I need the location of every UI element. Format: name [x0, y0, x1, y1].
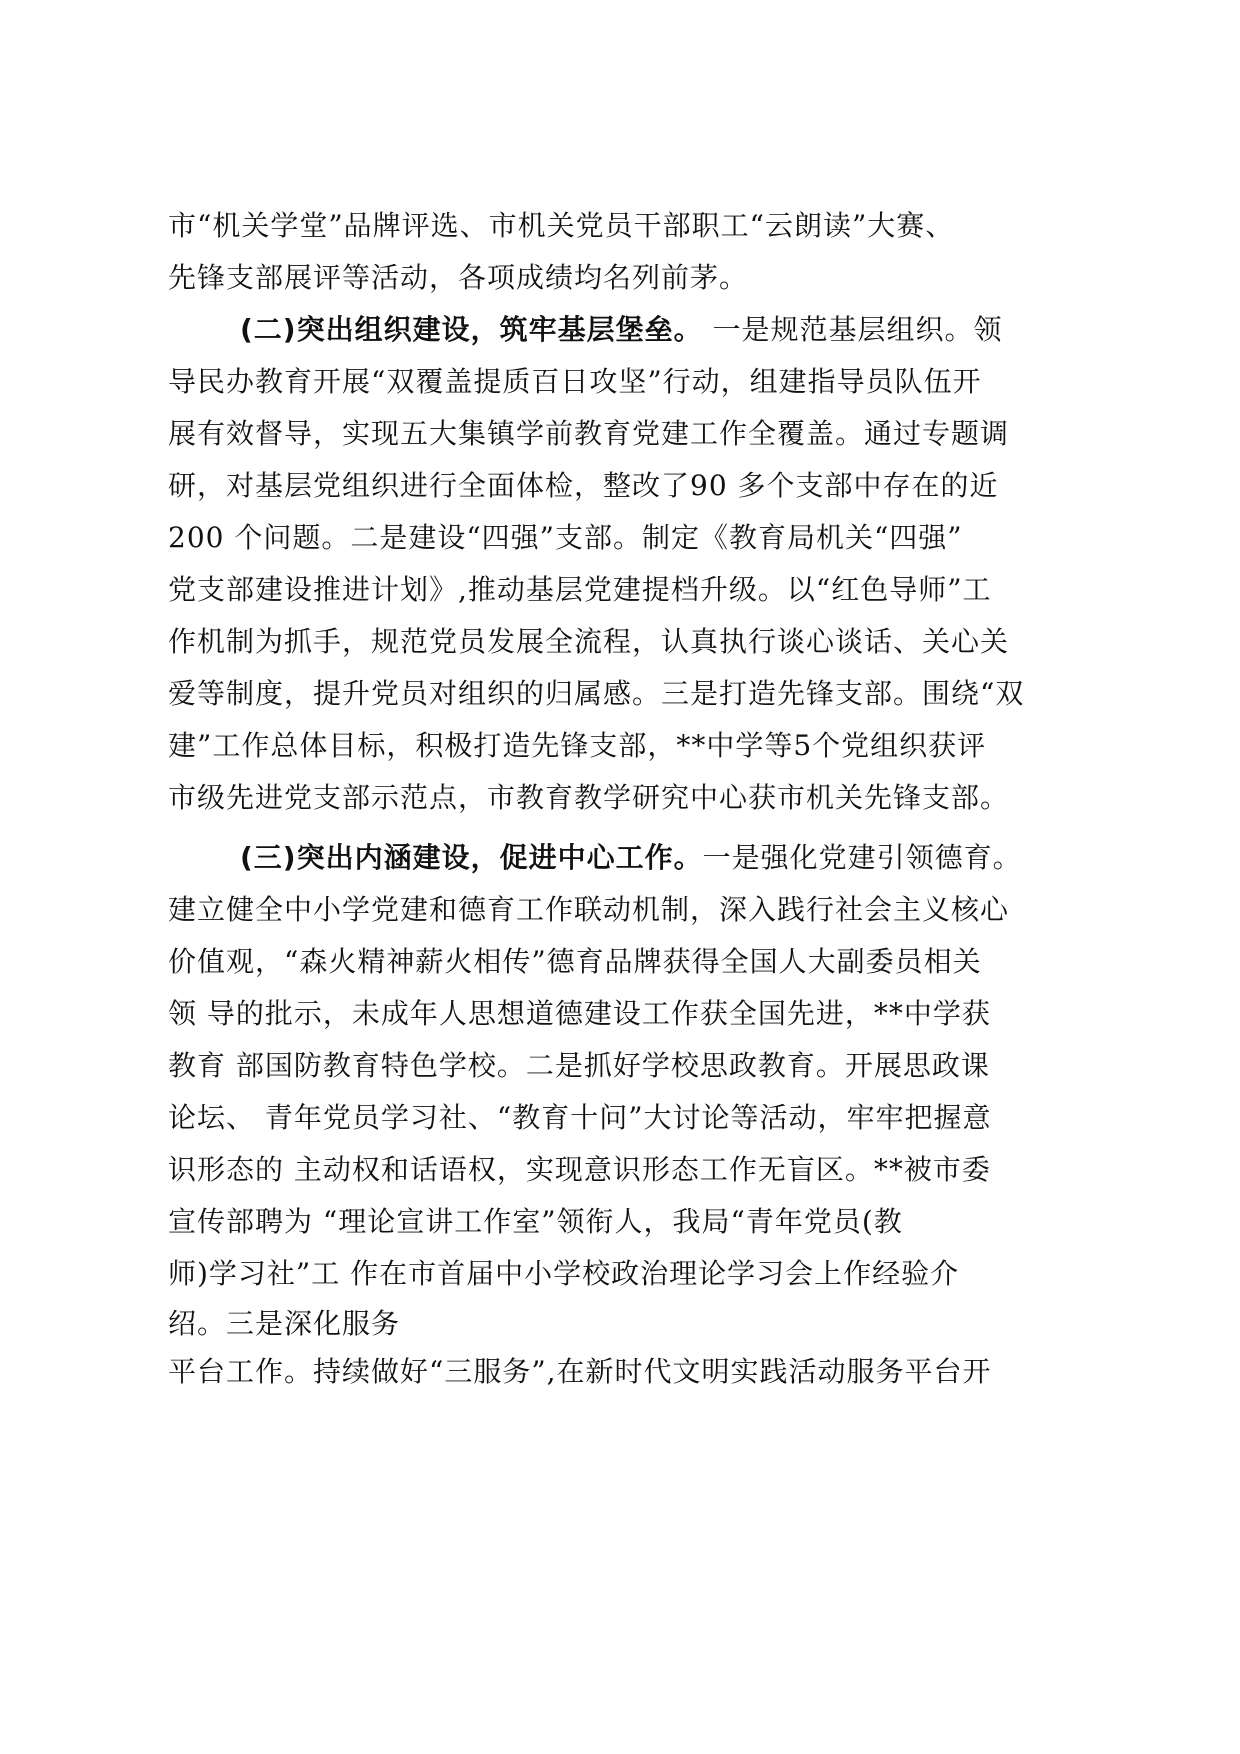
text-line: 识形态的 主动权和话语权，实现意识形态工作无盲区。**被市委: [168, 1153, 991, 1186]
section-paragraph-3: [240, 838, 1022, 878]
text-line: 导民办教育开展“双覆盖提质百日攻坚”行动，组建指导员队伍开: [168, 365, 982, 398]
text-line: 党支部建设推进计划》,推动基层党建提档升级。以“红色导师”工: [168, 573, 992, 606]
text-line: 宣传部聘为 “理论宣讲工作室”领衔人，我局“青年党员(教: [168, 1205, 903, 1238]
text-line: 绍。三是深化服务: [168, 1307, 401, 1340]
text-line: 领 导的批示，未成年人思想道德建设工作获全国先进，**中学获: [168, 997, 991, 1030]
text-line: 建立健全中小学党建和德育工作联动机制，深入践行社会主义核心: [168, 893, 1010, 926]
text-line: 建”工作总体目标，积极打造先锋支部，**中学等5个党组织获评: [168, 729, 987, 762]
text-line: 教育 部国防教育特色学校。二是抓好学校思政教育。开展思政课: [168, 1049, 990, 1082]
text-line: 价值观，“森火精神薪火相传”德育品牌获得全国人大副委员相关: [168, 945, 982, 978]
text-line: 市“机关学堂”品牌评选、市机关党员干部职工“云朗读”大赛、: [168, 209, 955, 242]
section-paragraph-2: [240, 310, 1003, 350]
section-heading-2: (二)突出组织建设，筑牢基层堡垒。: [240, 313, 703, 346]
section-heading-3: (三)突出内涵建设，促进中心工作。: [240, 841, 703, 874]
text-span: 一是强化党建引领德育。: [702, 841, 1022, 874]
text-line: 先锋支部展评等活动，各项成绩均名列前茅。: [168, 261, 749, 294]
text-line: 研，对基层党组织进行全面体检，整改了90 多个支部中存在的近: [168, 469, 999, 502]
text-line: 展有效督导，实现五大集镇学前教育党建工作全覆盖。通过专题调: [168, 417, 1010, 450]
text-line: 论坛、 青年党员学习社、“教育十问”大讨论等活动，牢牢把握意: [168, 1101, 992, 1134]
text-line: 师)学习社”工 作在市首届中小学校政治理论学习会上作经验介: [168, 1257, 960, 1290]
text-line: 市级先进党支部示范点，市教育教学研究中心获市机关先锋支部。: [168, 781, 1010, 814]
text-line: 爱等制度，提升党员对组织的归属感。三是打造先锋支部。围绕“双: [168, 677, 1025, 710]
text-line: 作机制为抓手，规范党员发展全流程，认真执行谈心谈话、关心关: [168, 625, 1010, 658]
text-line: 200 个问题。二是建设“四强”支部。制定《教育局机关“四强”: [168, 521, 963, 554]
text-line: 平台工作。持续做好“三服务”,在新时代文明实践活动服务平台开: [168, 1355, 992, 1388]
text-span: 一是规范基层组织。领: [702, 313, 1003, 346]
